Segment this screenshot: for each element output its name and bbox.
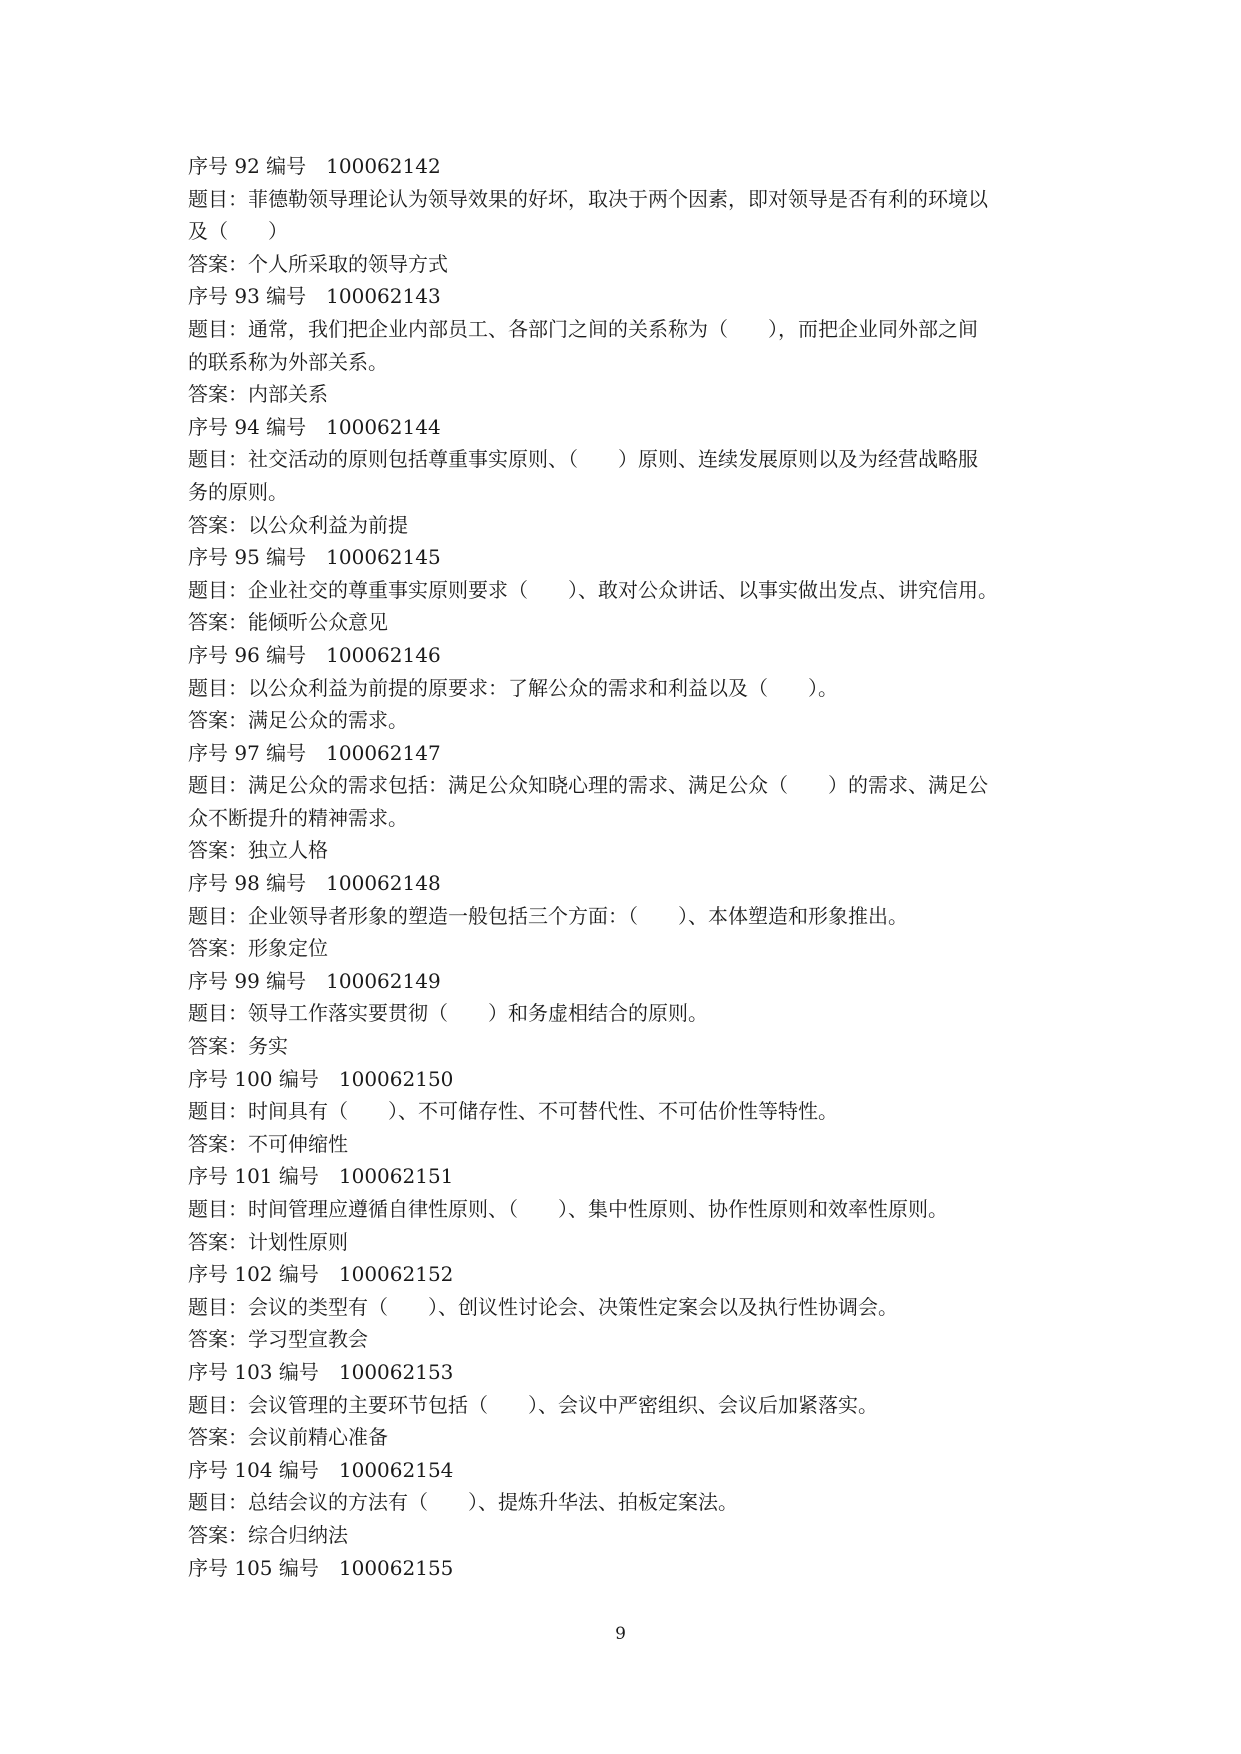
item-answer-line: 答案：形象定位 [188,936,328,961]
page-number: 9 [615,1624,626,1644]
item-seq-line: 序号 98 编号 100062148 [188,871,441,896]
item-answer-line: 答案：计划性原则 [188,1229,348,1254]
item-question-line: 的联系称为外部关系。 [188,349,388,374]
item-answer-line: 答案：不可伸缩性 [188,1131,348,1156]
item-question-line: 题目：企业社交的尊重事实原则要求（ ）、敢对公众讲话、以事实做出发点、讲究信用。 [188,577,998,602]
item-answer-line: 答案：会议前精心准备 [188,1425,388,1450]
item-seq-line: 序号 103 编号 100062153 [188,1359,454,1384]
item-seq-line: 序号 92 编号 100062142 [188,154,441,178]
item-answer-line: 答案：务实 [188,1034,288,1059]
item-question-line: 题目：社交活动的原则包括尊重事实原则、（ ）原则、连续发展原则以及为经营战略服 [188,447,978,472]
item-question-line: 题目：总结会议的方法有（ ）、提炼升华法、拍板定案法。 [188,1490,738,1515]
item-answer-line: 答案：能倾听公众意见 [188,610,388,635]
item-answer-line: 答案：独立人格 [188,838,328,863]
item-seq-line: 序号 99 编号 100062149 [188,968,441,993]
item-question-line: 务的原则。 [188,479,288,504]
item-seq-line: 序号 100 编号 100062150 [188,1066,454,1091]
item-question-line: 题目：时间管理应遵循自律性原则、（ ）、集中性原则、协作性原则和效率性原则。 [188,1197,948,1221]
item-answer-line: 答案：学习型宣教会 [188,1327,368,1352]
qa-list [188,150,1068,1584]
item-answer-line: 答案：满足公众的需求。 [188,708,408,733]
item-answer-line: 答案：个人所采取的领导方式 [188,251,448,276]
item-question-line: 题目：会议的类型有（ ）、创议性讨论会、决策性定案会以及执行性协调会。 [188,1294,898,1319]
item-answer-line: 答案：内部关系 [188,382,328,407]
item-question-line: 题目：时间具有（ ）、不可储存性、不可替代性、不可估价性等特性。 [188,1099,838,1124]
item-question-line: 题目：会议管理的主要环节包括（ ）、会议中严密组织、会议后加紧落实。 [188,1392,878,1417]
item-question-line: 及（ ） [188,219,288,244]
item-question-line: 题目：通常，我们把企业内部员工、各部门之间的关系称为（ ），而把企业同外部之间 [188,316,978,341]
item-answer-line: 答案：综合归纳法 [188,1522,348,1547]
item-seq-line: 序号 101 编号 100062151 [188,1164,454,1189]
item-question-line: 题目：企业领导者形象的塑造一般包括三个方面：（ ）、本体塑造和形象推出。 [188,903,908,928]
item-question-line: 题目：菲德勒领导理论认为领导效果的好坏，取决于两个因素，即对领导是否有利的环境以 [188,186,988,211]
item-seq-line: 序号 96 编号 100062146 [188,642,441,667]
item-question-line: 题目：满足公众的需求包括：满足公众知晓心理的需求、满足公众（ ）的需求、满足公 [188,773,988,798]
item-seq-line: 序号 105 编号 100062155 [188,1555,454,1580]
item-seq-line: 序号 104 编号 100062154 [188,1457,454,1482]
item-question-line: 题目：以公众利益为前提的原要求：了解公众的需求和利益以及（ ）。 [188,675,838,700]
item-seq-line: 序号 95 编号 100062145 [188,545,441,570]
item-question-line: 众不断提升的精神需求。 [188,805,408,830]
item-seq-line: 序号 97 编号 100062147 [188,740,441,765]
item-seq-line: 序号 93 编号 100062143 [188,284,441,309]
item-question-line: 题目：领导工作落实要贯彻（ ）和务虚相结合的原则。 [188,1001,708,1026]
item-answer-line: 答案：以公众利益为前提 [188,512,408,537]
item-seq-line: 序号 102 编号 100062152 [188,1262,454,1287]
item-seq-line: 序号 94 编号 100062144 [188,414,441,439]
